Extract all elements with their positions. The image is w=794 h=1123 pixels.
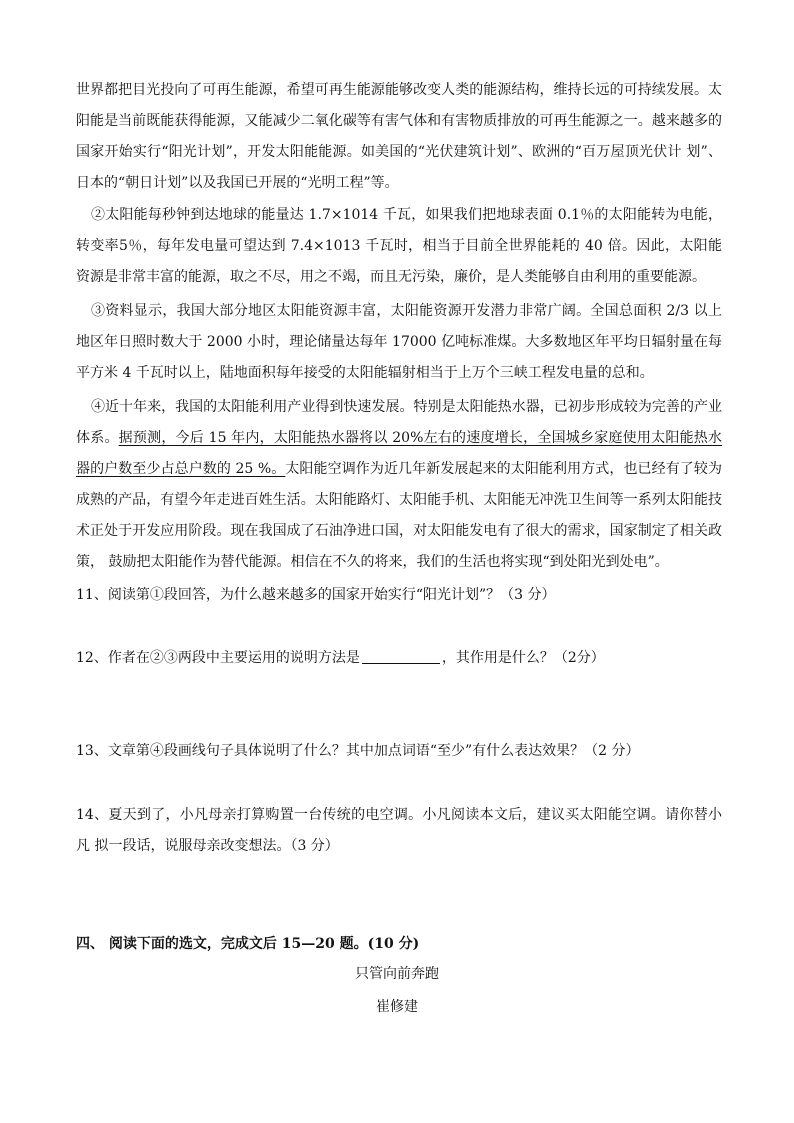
essay-author: 崔修建	[376, 999, 418, 1015]
question-11: 11、阅读第①段回答，为什么越来越多的国家开始实行“阳光计划”？（3 分）	[76, 587, 556, 603]
question-12-text-b: ，其作用是什么？（2分）	[441, 650, 605, 666]
section-4-heading: 四、 阅读下面的选文，完成文后 15—20 题。(10 分)	[76, 936, 420, 952]
question-12-text-a: 12、作者在②③两段中主要运用的说明方法是	[76, 650, 360, 666]
question-12	[76, 643, 722, 674]
underlined-sentence: 据预测，今后 15 年内，太阳能热水器将以 20%左右的速度增长，全国城乡家庭使用太阳能热水器的户数至少占总户数的 25 %。	[76, 430, 723, 477]
paragraph-3: ③资料显示，我国大部分地区太阳能资源丰富，太阳能资源开发潜力非常广阔。全国总面积 2/3 以上地区年日照时数大于 2000 小时，理论储量达每年 17000 亿吨标准煤。大多数地区年平均日辐射量在每平方米 4 千瓦时以上，陆地面积每年接受的太阳能辐射相当于上万个三峡工程发电量的总和。	[76, 303, 722, 381]
question-14: 14、夏天到了，小凡母亲打算购置一台传统的电空调。小凡阅读本文后，建议买太阳能空调。请你替小凡 拟一段话，说服母亲改变想法。（3 分）	[76, 807, 722, 854]
question-13: 13、文章第④段画线句子具体说明了什么？其中加点词语“至少”有什么表达效果？（2 分）	[76, 743, 640, 759]
paragraph-1: 世界都把目光投向了可再生能源，希望可再生能源能够改变人类的能源结构，维持长远的可持续发展。太 阳能是当前既能获得能源，又能减少二氧化碳等有害气体和有害物质排放的可再生能源之一。越来越多的 国家开始实行“阳光计划”，开发太阳能能源。如美国的“光伏建筑计划”、欧洲的“百万屋顶光伏计 划”、日本的“朝日计划”以及我国已开展的“光明工程”等。	[76, 82, 722, 191]
essay-title: 只管向前奔跑	[355, 966, 439, 982]
paragraph-4-text-a: ④近十年来，我国的太阳能利用产业得到快速发展。特别是太阳能热水器，已初步形成较为完善的产业体系。	[76, 399, 722, 446]
answer-blank[interactable]	[362, 649, 440, 664]
paragraph-4	[76, 392, 722, 578]
paragraph-4-text-b: 太阳能空调作为近几年新发展起来的太阳能利用方式，也已经有了较为成熟的产品，有望今年走进百姓生活。太阳能路灯、太阳能手机、太阳能无冲洗卫生间等一系列太阳能技术正处于开发应用阶段。现在我国成了石油净进口国，对太阳能发电有了很大的需求，国家制定了相关政策， 鼓励把太阳能作为替代能源。相信在不久的将来，我们的生活也将实现“到处阳光到处电”。	[76, 461, 722, 570]
paragraph-2: ②太阳能每秒钟到达地球的能量达 1.7×1014 千瓦，如果我们把地球表面 0.1％的太阳能转为电能，转变率5％，每年发电量可望达到 7.4×1013 千瓦时，相当于目前全世界能耗的 40 倍。因此，太阳能资源是非常丰富的能源，取之不尽，用之不竭，而且无污染，廉价，是人类能够自由利用的重要能源。	[76, 207, 722, 285]
